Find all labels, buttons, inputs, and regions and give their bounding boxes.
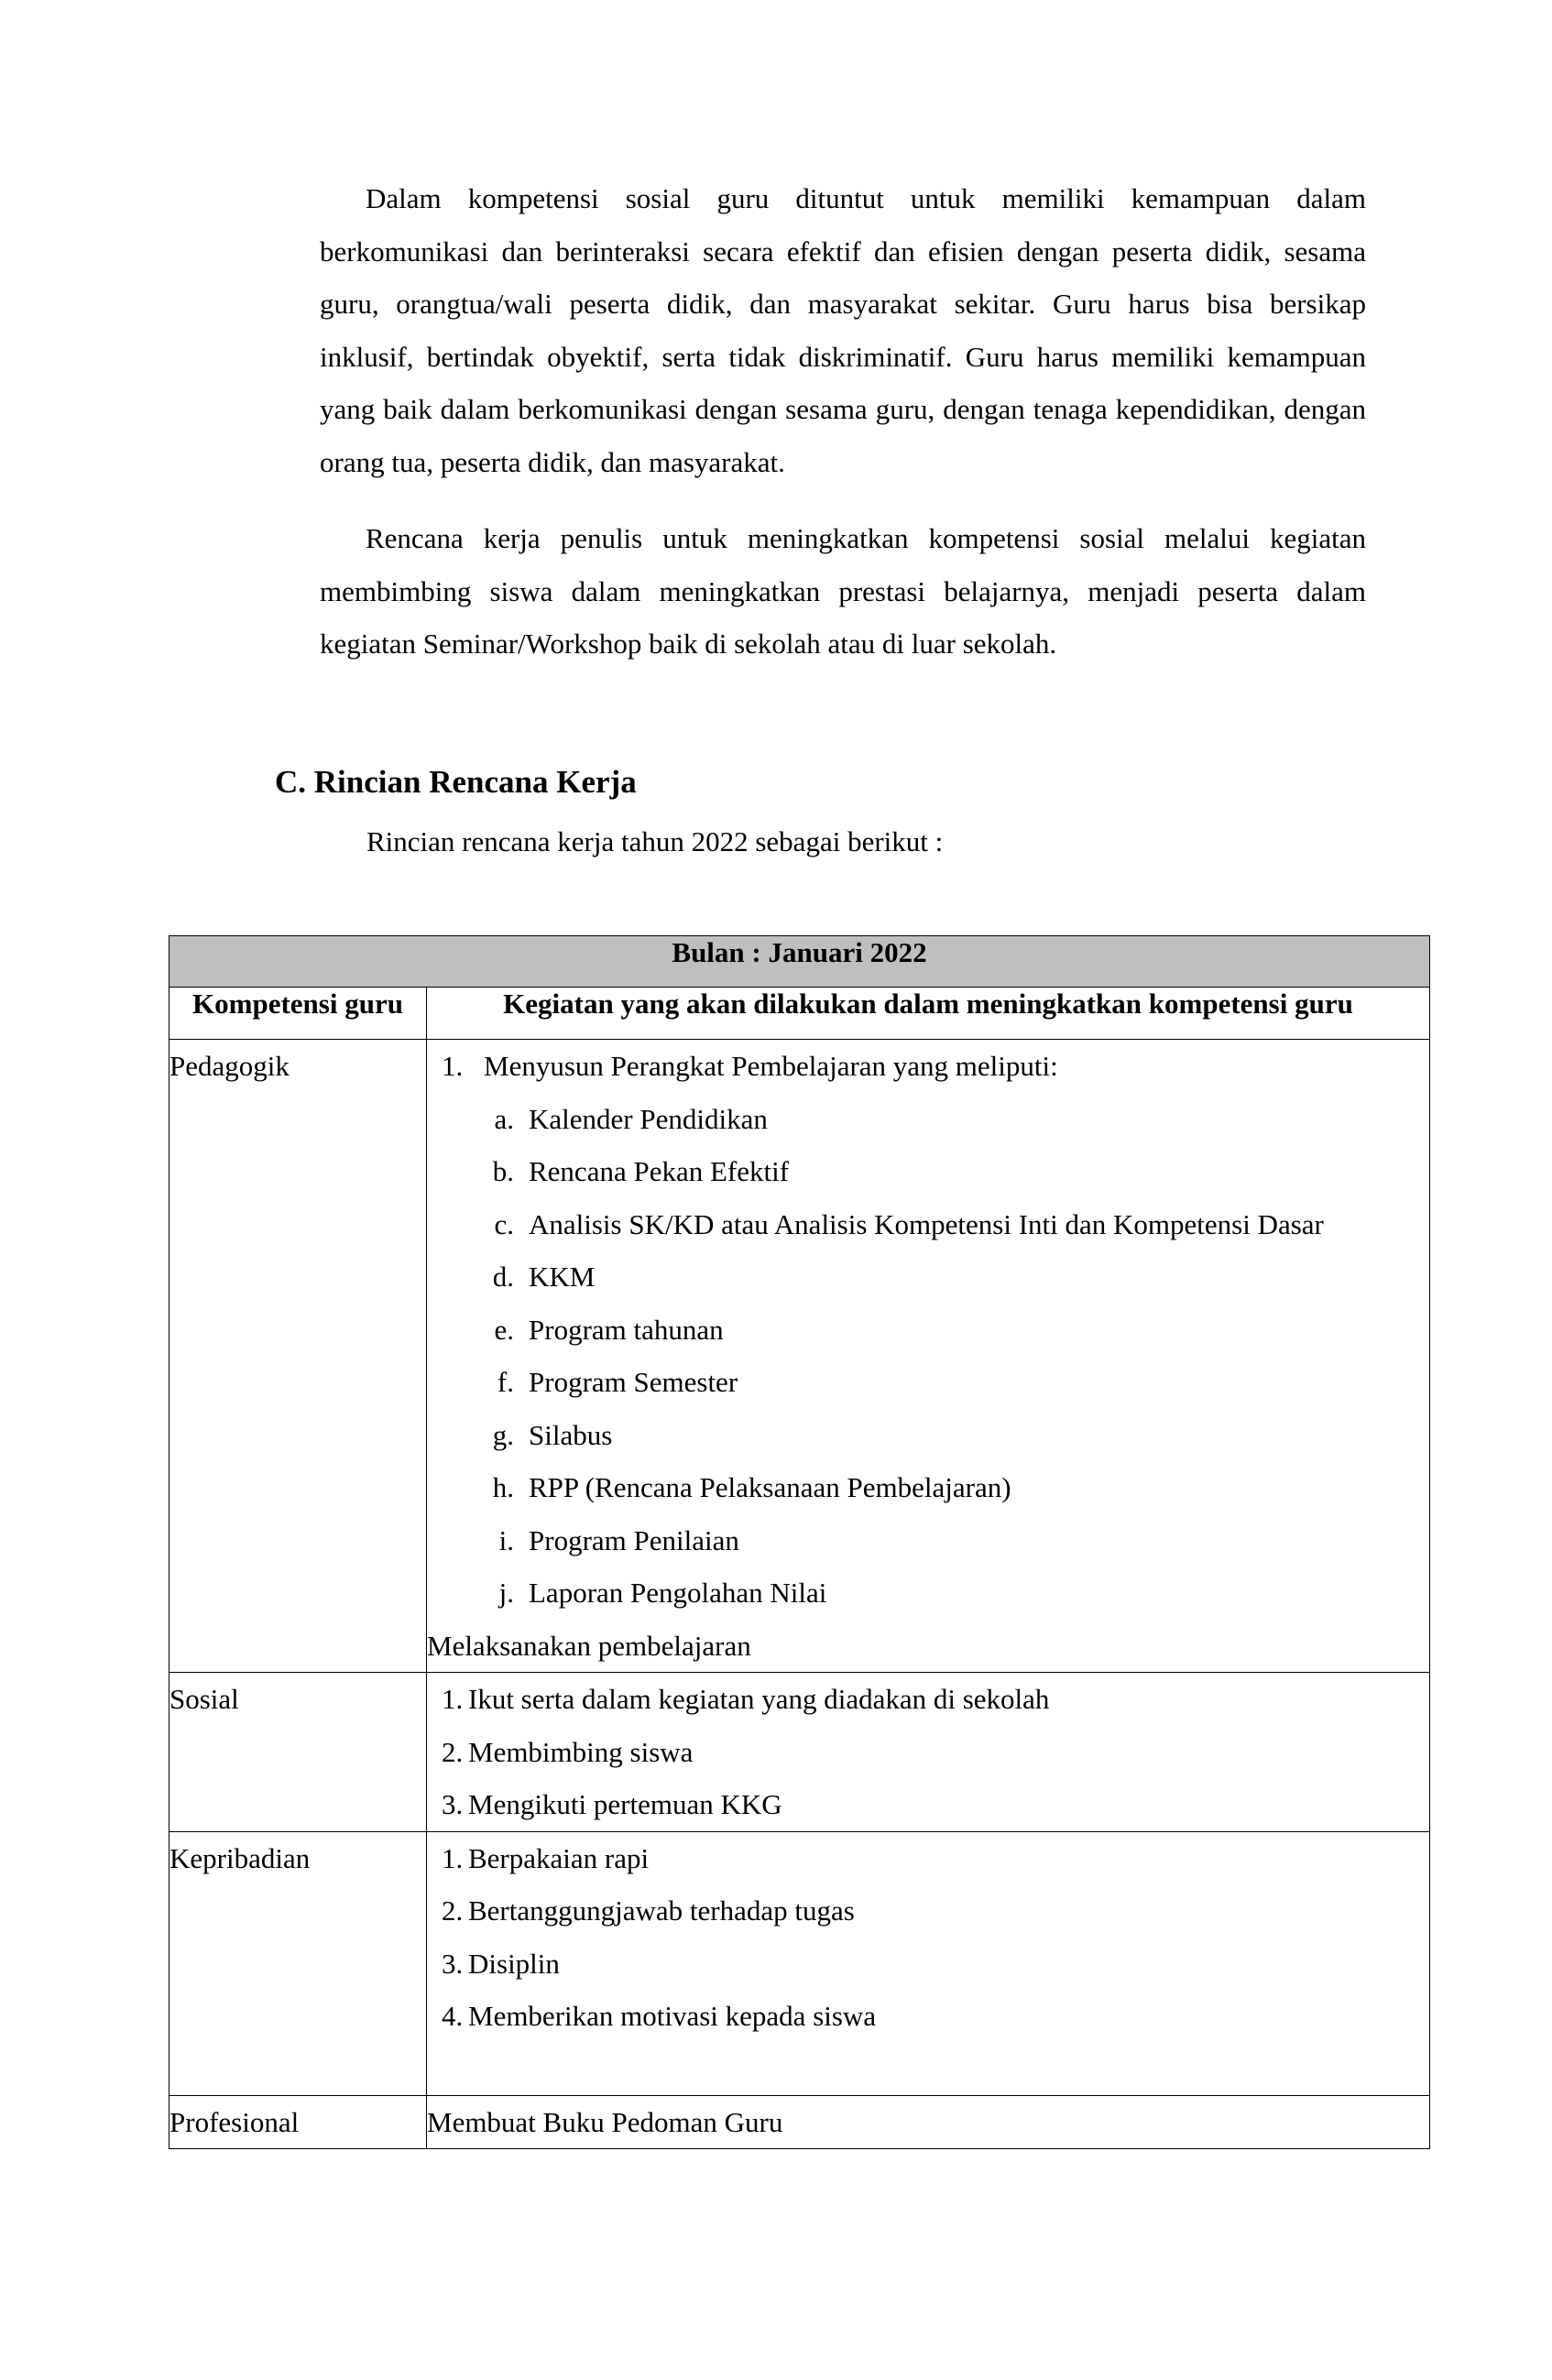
item-text: Bertanggungjawab terhadap tugas bbox=[468, 1894, 855, 1927]
list-item bbox=[427, 1832, 1429, 1885]
item-letter: j. bbox=[498, 1577, 514, 1609]
activity-cell: Membuat Buku Pedoman Guru bbox=[427, 2095, 1430, 2149]
item-text: RPP (Rencana Pelaksanaan Pembelajaran) bbox=[529, 1471, 1011, 1503]
item-text: Membimbing siswa bbox=[468, 1735, 694, 1768]
item-text: Program tahunan bbox=[529, 1313, 724, 1346]
item-text: Disiplin bbox=[468, 1947, 560, 1980]
item-number: 1. bbox=[442, 1050, 464, 1082]
table-row bbox=[169, 2095, 1430, 2149]
month-header: Bulan : Januari 2022 bbox=[169, 936, 1430, 988]
item-text: Rencana Pekan Efektif bbox=[529, 1155, 790, 1187]
item-text: Analisis SK/KD atau Analisis Kompetensi Inti dan Kompetensi Dasar bbox=[529, 1207, 1324, 1240]
item-text: Memberikan motivasi kepada siswa bbox=[468, 2000, 877, 2032]
item-text: Kalender Pendidikan bbox=[529, 1102, 768, 1135]
competency-cell: Pedagogik bbox=[169, 1040, 427, 1673]
list-item bbox=[427, 1409, 1429, 1462]
item-text: Berpakaian rapi bbox=[468, 1841, 650, 1874]
competency-cell: Sosial bbox=[169, 1673, 427, 1832]
activity-cell bbox=[427, 1831, 1430, 2095]
item-text: Mengikuti pertemuan KKG bbox=[468, 1788, 782, 1820]
section-intro: Rincian rencana kerja tahun 2022 sebagai berikut : bbox=[366, 825, 944, 857]
list-item: Melaksanakan pembelajaran bbox=[427, 1629, 751, 1662]
item-text: Silabus bbox=[529, 1418, 613, 1451]
item-letter: b. bbox=[492, 1155, 514, 1187]
item-number: 4. bbox=[442, 2000, 464, 2032]
list-item bbox=[427, 1884, 1429, 1938]
item-letter: g. bbox=[492, 1418, 514, 1451]
section-heading: C. Rincian Rencana Kerja bbox=[275, 764, 637, 800]
column-header-activity: Kegiatan yang akan dilakukan dalam meningkatkan kompetensi guru bbox=[427, 988, 1430, 1040]
table-row bbox=[169, 1673, 1430, 1832]
list-item bbox=[427, 1938, 1429, 1991]
list-item bbox=[427, 1673, 1429, 1726]
list-item bbox=[427, 1356, 1429, 1409]
item-letter: c. bbox=[494, 1207, 514, 1240]
list-item bbox=[427, 1093, 1429, 1146]
item-letter: i. bbox=[498, 1523, 514, 1556]
item-text: Program Semester bbox=[529, 1366, 738, 1398]
item-text: Ikut serta dalam kegiatan yang diadakan di sekolah bbox=[468, 1683, 1050, 1715]
item-letter: e. bbox=[494, 1313, 514, 1346]
list-item bbox=[427, 1778, 1429, 1831]
item-text: Program Penilaian bbox=[529, 1523, 739, 1556]
column-header-competency: Kompetensi guru bbox=[169, 988, 427, 1040]
work-plan-table bbox=[169, 935, 1430, 2149]
item-letter: a. bbox=[494, 1102, 514, 1135]
item-number: 3. bbox=[442, 1788, 464, 1820]
activity-cell bbox=[427, 1673, 1430, 1832]
list-item bbox=[427, 1514, 1429, 1567]
list-item bbox=[427, 1990, 1429, 2043]
item-number: 2. bbox=[442, 1894, 464, 1927]
paragraph-social-competence: Dalam kompetensi sosial guru dituntut untuk memiliki kemampuan dalam berkomunikasi dan berinteraksi secara efektif dan efisien dengan peserta didik, sesama guru, orangtua/wali peserta didik, dan masyarakat sekitar. Guru harus bisa bersikap inklusif, bertindak obyektif, serta tidak diskriminatif. Guru harus memiliki kemampuan yang baik dalam berkomunikasi dengan sesama guru, dengan tenaga kependidikan, dengan orang tua, peserta didik, dan masyarakat. bbox=[320, 182, 1366, 478]
item-number: 1. bbox=[442, 1841, 464, 1874]
competency-cell: Kepribadian bbox=[169, 1831, 427, 2095]
item-text: KKM bbox=[529, 1261, 596, 1293]
item-text: Laporan Pengolahan Nilai bbox=[529, 1577, 827, 1609]
item-text: Menyusun Perangkat Pembelajaran yang meliputi: bbox=[484, 1050, 1058, 1082]
item-number: 2. bbox=[442, 1735, 464, 1768]
list-item bbox=[427, 1461, 1429, 1514]
list-item bbox=[427, 1567, 1429, 1620]
column-header-row bbox=[169, 988, 1430, 1040]
list-item bbox=[427, 1726, 1429, 1779]
list-item bbox=[427, 1040, 1429, 1093]
activity-cell bbox=[427, 1040, 1430, 1673]
list-item bbox=[427, 1145, 1429, 1198]
competency-cell: Profesional bbox=[169, 2095, 427, 2149]
item-letter: h. bbox=[492, 1471, 514, 1503]
item-letter: f. bbox=[497, 1366, 514, 1398]
list-item bbox=[427, 1304, 1429, 1357]
item-letter: d. bbox=[492, 1261, 514, 1293]
month-header-row bbox=[169, 936, 1430, 988]
item-number: 1. bbox=[442, 1683, 464, 1715]
list-item bbox=[427, 1198, 1429, 1251]
item-number: 3. bbox=[442, 1947, 464, 1980]
table-row bbox=[169, 1831, 1430, 2095]
table-row bbox=[169, 1040, 1430, 1673]
list-item bbox=[427, 1250, 1429, 1304]
paragraph-work-plan: Rencana kerja penulis untuk meningkatkan kompetensi sosial melalui kegiatan membimbing siswa dalam meningkatkan prestasi belajarnya, menjadi peserta dalam kegiatan Seminar/Workshop baik di sekolah atau di luar sekolah. bbox=[320, 522, 1366, 660]
